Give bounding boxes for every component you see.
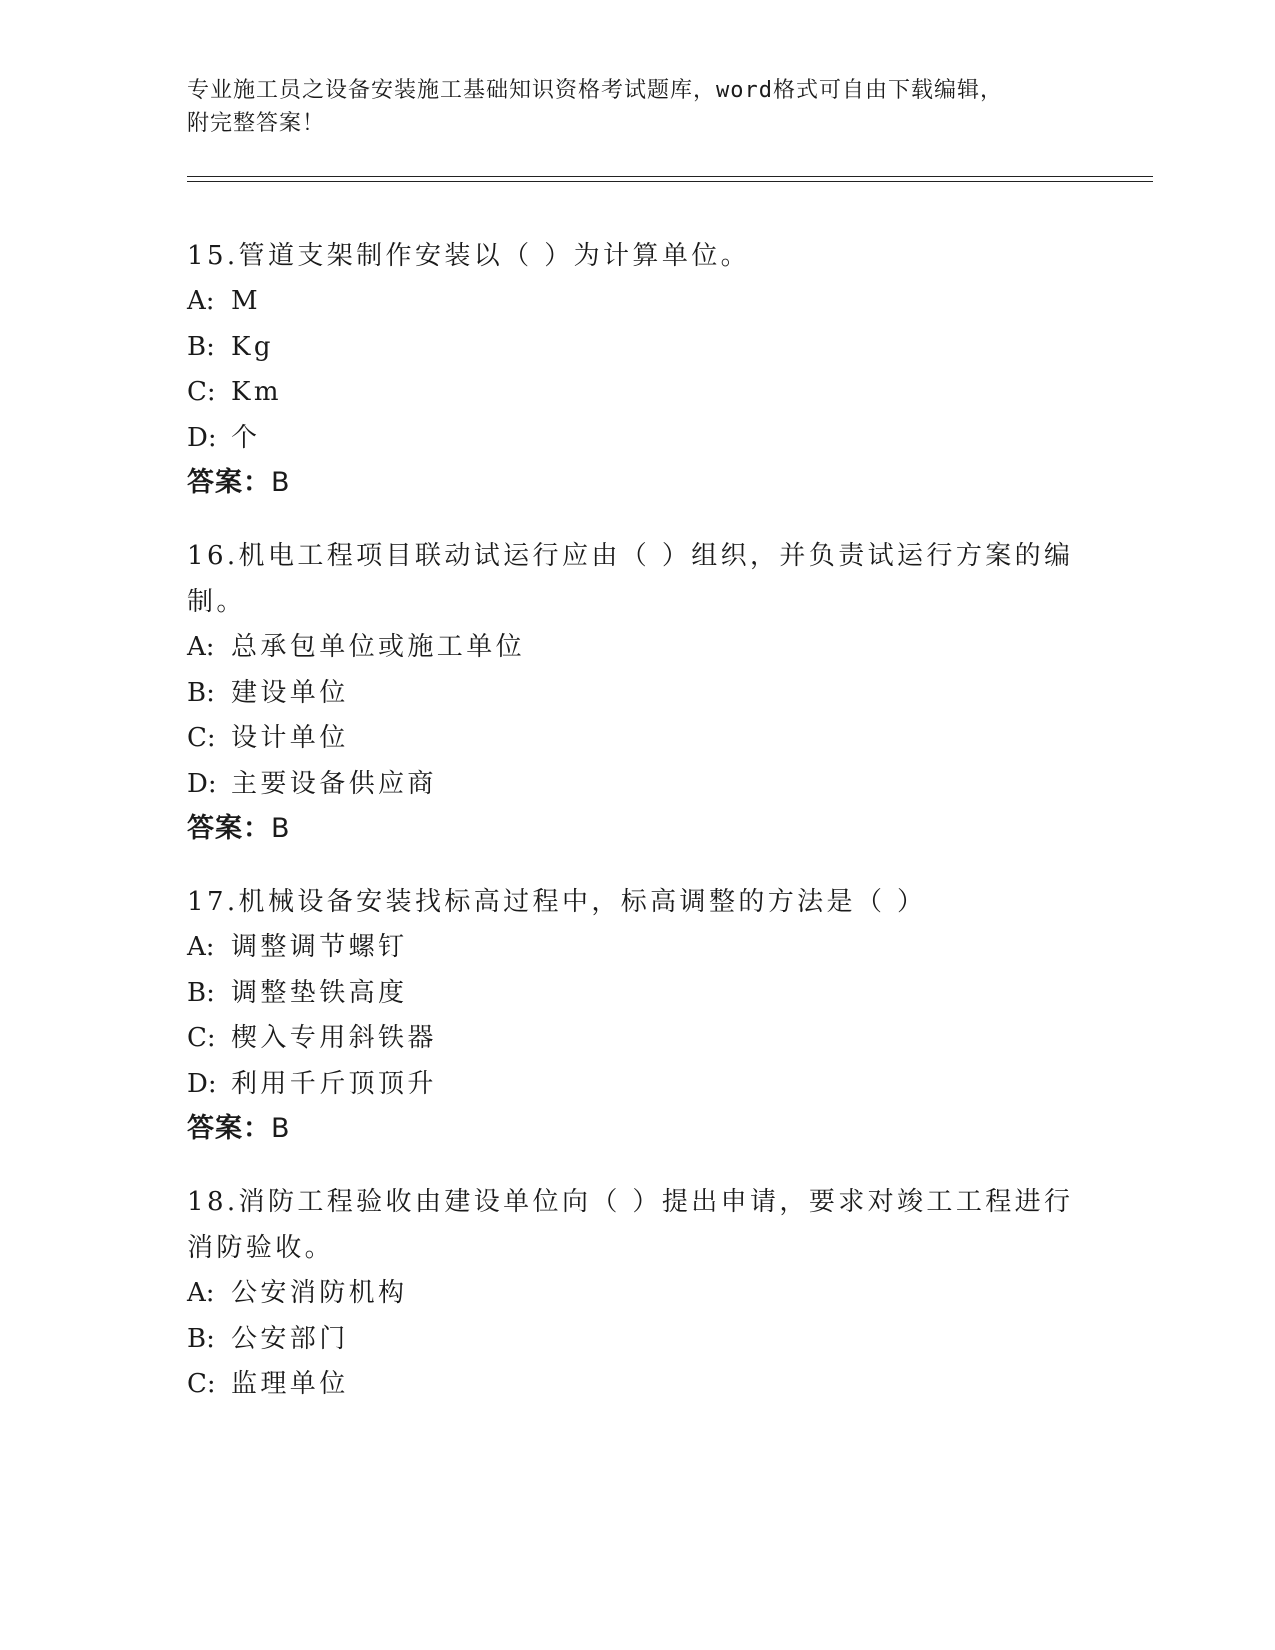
option-key: D: [187,768,217,799]
question-list [187,233,1087,1436]
option-b [187,671,1087,717]
question-17 [187,879,1087,1151]
option-c [187,1362,1087,1408]
option-a [187,625,1087,671]
option-c [187,370,1087,416]
option-a [187,1271,1087,1317]
answer-label: 答案： [187,1113,271,1144]
header-divider-top [187,176,1153,177]
option-text: 利用千斤顶顶升 [231,1068,437,1099]
option-b [187,971,1087,1017]
option-key: B: [187,677,215,708]
answer-value: B [271,467,291,498]
option-key: B: [187,1323,215,1354]
option-a [187,925,1087,971]
option-d [187,762,1087,808]
option-text: 建设单位 [231,677,349,708]
option-key: C: [187,377,216,407]
option-c [187,1016,1087,1062]
answer-line [187,807,1087,851]
option-c [187,716,1087,762]
option-key: B: [187,977,215,1008]
question-stem: 17.机械设备安装找标高过程中，标高调整的方法是（ ） [187,887,927,917]
option-text: 公安消防机构 [231,1278,408,1308]
option-key: A: [187,286,215,316]
option-d [187,1062,1087,1108]
option-text: 设计单位 [231,723,349,753]
question-stem: 16.机电工程项目联动试运行应由（ ）组织，并负责试运行方案的编 [187,541,1074,571]
answer-line [187,461,1087,505]
option-a [187,279,1087,325]
option-b [187,325,1087,371]
option-d [187,416,1087,462]
question-stem: 18.消防工程验收由建设单位向（ ）提出申请，要求对竣工工程进行 [187,1187,1074,1217]
document-header [187,74,1067,140]
header-divider-bottom [187,181,1153,182]
question-stem-continued: 制。 [187,587,246,617]
question-15 [187,233,1087,505]
question-stem-continued: 消防验收。 [187,1233,335,1263]
option-key: A: [187,632,215,662]
option-text: Km [231,377,282,407]
option-text: 主要设备供应商 [231,768,437,799]
option-text: 个 [231,422,261,453]
option-text: 公安部门 [231,1323,349,1354]
header-line-2: 附完整答案！ [187,111,326,136]
option-text: M [231,286,262,316]
question-18 [187,1179,1087,1408]
option-key: D: [187,422,217,453]
answer-label: 答案： [187,467,271,498]
option-key: D: [187,1068,217,1099]
answer-value: B [271,1113,291,1144]
option-text: 调整调节螺钉 [231,932,408,962]
header-line-1: 专业施工员之设备安装施工基础知识资格考试题库，word格式可自由下载编辑， [187,78,1003,103]
answer-line [187,1107,1087,1151]
answer-value: B [271,813,291,844]
option-key: C: [187,1023,216,1053]
option-key: C: [187,723,216,753]
option-text: 楔入专用斜铁器 [231,1023,437,1053]
question-16 [187,533,1087,851]
option-key: A: [187,932,215,962]
question-stem: 15.管道支架制作安装以（ ）为计算单位。 [187,241,751,271]
option-key: C: [187,1369,216,1399]
option-text: 监理单位 [231,1369,349,1399]
option-text: 总承包单位或施工单位 [231,632,526,662]
option-b [187,1317,1087,1363]
answer-label: 答案： [187,813,271,844]
option-text: Kg [231,331,274,362]
option-text: 调整垫铁高度 [231,977,408,1008]
option-key: B: [187,331,215,362]
option-key: A: [187,1278,215,1308]
